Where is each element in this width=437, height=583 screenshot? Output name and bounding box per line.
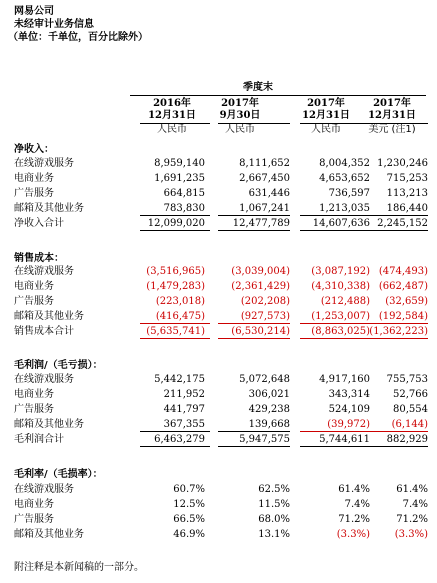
table-cell: 441,797 (163, 404, 205, 415)
total-rule (360, 338, 428, 339)
table-cell: 14,607,636 (312, 218, 370, 229)
table-cell: 139,668 (248, 419, 290, 430)
table-cell: 6,463,279 (154, 434, 205, 445)
subtotal-rule (218, 215, 290, 216)
column-header-year: 2017年 (221, 98, 259, 109)
column-header-date: 12月31日 (368, 110, 416, 121)
table-cell: 186,440 (386, 203, 428, 214)
table-cell: (1,479,283) (146, 281, 205, 292)
quarter-underline (130, 95, 426, 96)
column-header-year: 2017年 (373, 98, 411, 109)
table-cell: 715,253 (386, 173, 428, 184)
row-label: 电商业务 (14, 173, 54, 184)
table-cell: (3,087,192) (311, 266, 370, 277)
table-cell: 12.5% (173, 499, 205, 510)
table-cell: 1,230,246 (377, 158, 428, 169)
column-header-year: 2016年 (153, 98, 191, 109)
section-title: 销售成本： (14, 253, 64, 264)
table-cell: (202,208) (240, 296, 290, 307)
row-label: 电商业务 (14, 499, 54, 510)
table-cell: 4,917,160 (319, 374, 370, 385)
table-cell: 664,815 (163, 188, 205, 199)
table-cell: 5,072,648 (239, 374, 290, 385)
subtotal-rule (360, 323, 428, 324)
total-rule (218, 230, 290, 231)
table-cell: 4,653,652 (319, 173, 370, 184)
subtotal-rule (360, 431, 428, 432)
table-cell: (6,144) (391, 419, 428, 430)
table-cell: 736,597 (328, 188, 370, 199)
table-cell: 66.5% (173, 514, 205, 525)
row-label: 在线游戏服务 (14, 484, 74, 495)
row-label: 广告服务 (14, 188, 54, 199)
table-cell: 211,952 (163, 389, 205, 400)
table-cell: 882,929 (386, 434, 428, 445)
table-cell: 62.5% (258, 484, 290, 495)
table-cell: (6,530,214) (231, 326, 290, 337)
row-label: 邮箱及其他业务 (14, 419, 84, 430)
quarter-label: 季度末 (243, 82, 273, 93)
column-header-currency: 人民币 (311, 124, 341, 135)
total-rule (140, 338, 210, 339)
table-cell: 755,753 (386, 374, 428, 385)
subtotal-rule (140, 215, 210, 216)
table-cell: (1,362,223) (369, 326, 428, 337)
row-label: 在线游戏服务 (14, 266, 74, 277)
table-cell: 7.4% (402, 499, 428, 510)
table-cell: 61.4% (338, 484, 370, 495)
column-header-date: 9月30日 (219, 110, 261, 121)
table-cell: (1,253,007) (311, 311, 370, 322)
table-cell: (192,584) (378, 311, 428, 322)
table-cell: 113,213 (386, 188, 428, 199)
table-cell: 8,004,352 (319, 158, 370, 169)
subtotal-rule (218, 323, 290, 324)
report-title: 未经审计业务信息 (14, 19, 94, 30)
table-cell: (2,361,429) (231, 281, 290, 292)
table-cell: (3.3%) (394, 529, 428, 540)
table-cell: (662,487) (378, 281, 428, 292)
subtotal-rule (360, 215, 428, 216)
table-cell: (3,516,965) (146, 266, 205, 277)
table-cell: (212,488) (320, 296, 370, 307)
total-rule (218, 338, 290, 339)
table-cell: 11.5% (258, 499, 290, 510)
total-rule (140, 446, 210, 447)
table-cell: 60.7% (173, 484, 205, 495)
table-cell: 1,691,235 (154, 173, 205, 184)
table-cell: 2,245,152 (377, 218, 428, 229)
column-header-currency: 人民币 (157, 124, 187, 135)
table-cell: 8,111,652 (239, 158, 290, 169)
table-cell: (39,972) (327, 419, 370, 430)
table-cell: (927,573) (240, 311, 290, 322)
row-label: 在线游戏服务 (14, 158, 74, 169)
table-cell: (474,493) (378, 266, 428, 277)
table-cell: (416,475) (155, 311, 205, 322)
table-cell: 343,314 (328, 389, 370, 400)
table-cell: 71.2% (396, 514, 428, 525)
table-cell: 12,099,020 (147, 218, 205, 229)
section-title: 毛利率/（毛损率）： (14, 469, 103, 480)
row-label: 邮箱及其他业务 (14, 203, 84, 214)
row-label: 在线游戏服务 (14, 374, 74, 385)
table-cell: 306,021 (248, 389, 290, 400)
table-cell: (3,039,004) (231, 266, 290, 277)
table-cell: (8,863,025) (311, 326, 370, 337)
table-cell: (5,635,741) (146, 326, 205, 337)
row-label: 净收入合计 (14, 218, 64, 229)
table-cell: 12,477,789 (232, 218, 290, 229)
total-rule (360, 230, 428, 231)
column-header-currency: 美元 (注1) (368, 124, 416, 135)
subtotal-rule (140, 431, 210, 432)
table-cell: 61.4% (396, 484, 428, 495)
row-label: 广告服务 (14, 514, 54, 525)
total-rule (140, 230, 210, 231)
row-label: 毛利润合计 (14, 434, 64, 445)
table-cell: 429,238 (248, 404, 290, 415)
company-name: 网易公司 (14, 6, 54, 17)
table-cell: 7.4% (344, 499, 370, 510)
column-header-date: 12月31日 (302, 110, 350, 121)
table-cell: 71.2% (338, 514, 370, 525)
row-label: 销售成本合计 (14, 326, 74, 337)
table-cell: 1,213,035 (319, 203, 370, 214)
table-cell: 68.0% (258, 514, 290, 525)
row-label: 广告服务 (14, 296, 54, 307)
table-cell: 46.9% (173, 529, 205, 540)
row-label: 邮箱及其他业务 (14, 311, 84, 322)
subtotal-rule (218, 431, 290, 432)
total-rule (360, 446, 428, 447)
unit-note: （单位：千单位，百分比除外） (8, 32, 148, 43)
table-cell: 524,109 (328, 404, 370, 415)
row-label: 广告服务 (14, 404, 54, 415)
section-title: 毛利润/（毛亏损）： (14, 360, 103, 371)
section-title: 净收入： (14, 144, 54, 155)
table-cell: (3.3%) (336, 529, 370, 540)
table-cell: 631,446 (248, 188, 290, 199)
total-rule (218, 446, 290, 447)
table-cell: (223,018) (155, 296, 205, 307)
table-cell: 1,067,241 (239, 203, 290, 214)
column-header-currency: 人民币 (225, 124, 255, 135)
table-cell: 5,947,575 (239, 434, 290, 445)
table-cell: 80,554 (393, 404, 428, 415)
row-label: 电商业务 (14, 281, 54, 292)
table-cell: 2,667,450 (239, 173, 290, 184)
table-cell: 52,766 (393, 389, 428, 400)
column-header-date: 12月31日 (148, 110, 196, 121)
row-label: 电商业务 (14, 389, 54, 400)
table-cell: 5,442,175 (154, 374, 205, 385)
table-cell: (32,659) (385, 296, 428, 307)
table-cell: 8,959,140 (154, 158, 205, 169)
table-cell: 13.1% (258, 529, 290, 540)
row-label: 邮箱及其他业务 (14, 529, 84, 540)
subtotal-rule (140, 323, 210, 324)
table-cell: 367,355 (163, 419, 205, 430)
table-cell: 783,830 (163, 203, 205, 214)
table-cell: (4,310,338) (311, 281, 370, 292)
footnote: 附注释是本新闻稿的一部分。 (14, 562, 144, 573)
table-cell: 5,744,611 (319, 434, 370, 445)
column-header-year: 2017年 (307, 98, 345, 109)
